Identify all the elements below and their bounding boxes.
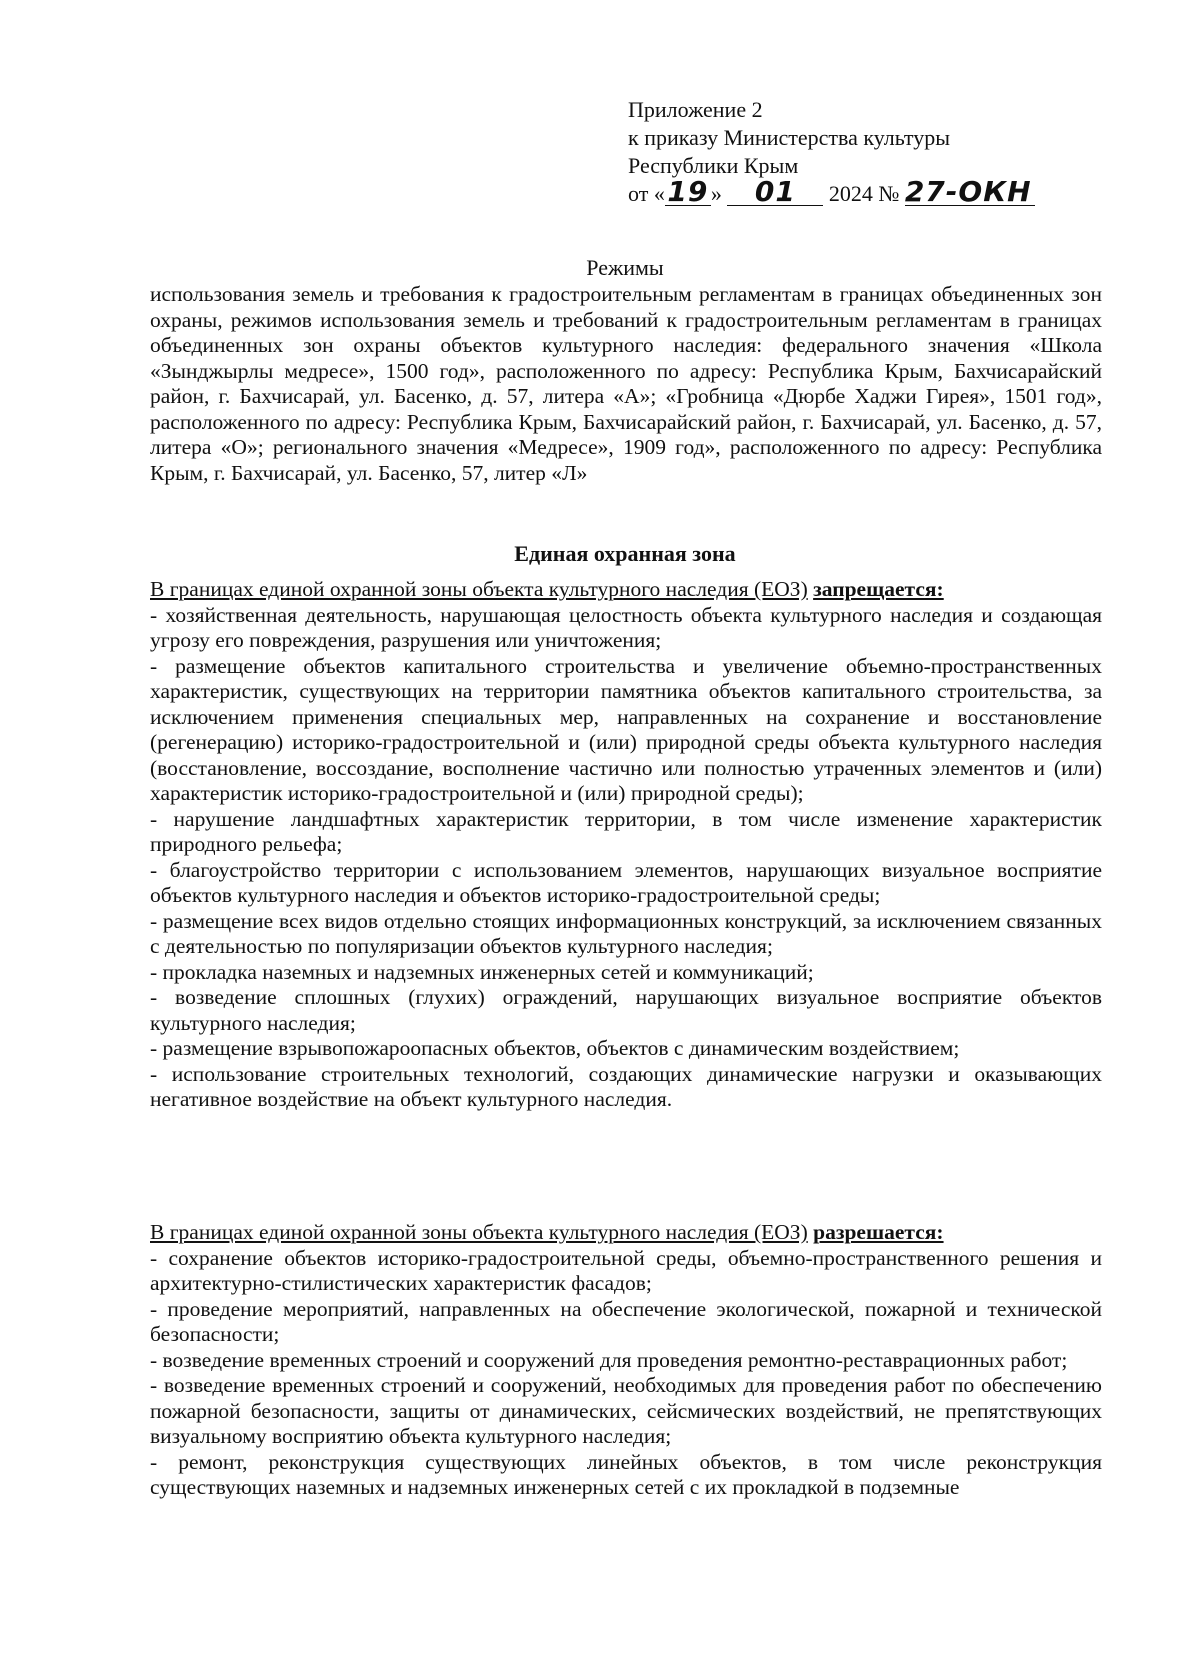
allowed-item: - возведение временных строений и сооружений, необходимых для проведения работ по обеспечению пожарной безопасности, защиты от динамических, сейсмических воздействий, не препятствующих визуальному восприятию объекта культурного наследия; — [150, 1373, 1102, 1448]
date-day: 19 — [667, 175, 709, 208]
allowed-section — [150, 1220, 1102, 1501]
prohibited-item: - прокладка наземных и надземных инженерных сетей и коммуникаций; — [150, 959, 814, 984]
date-month: 01 — [754, 175, 796, 208]
allowed-heading — [150, 1220, 1102, 1246]
date-prefix: от « — [628, 181, 665, 206]
date-day-field — [665, 175, 711, 208]
allowed-item: - возведение временных строений и сооружений для проведения ремонтно-реставрационных работ; — [150, 1347, 1068, 1372]
order-number: 27-ОКН — [904, 175, 1032, 208]
prohibited-item: - размещение взрывопожароопасных объектов, объектов с динамическим воздействием; — [150, 1036, 960, 1060]
date-month-field — [727, 175, 823, 208]
allowed-heading-text: В границах единой охранной зоны объекта культурного наследия (ЕОЗ) — [150, 1220, 808, 1244]
order-number-field — [904, 175, 1035, 208]
allowed-heading-bold: разрешается: — [813, 1220, 944, 1244]
prohibited-item: - размещение объектов капитального строительства и увеличение объемно-пространственных характеристик, существующих на территории памятника объектов капитального строительства, за исключением применения специальных мер, направленных на сохранение и восстановление (регенерацию) историко-градостроительной и (или) природной среды объекта культурного наследия (восстановление, воссоздание, восполнение частично или полностью утраченных элементов и (или) характеристик историко-градостроительной и (или) природной среды); — [150, 653, 1102, 805]
allowed-item: - сохранение объектов историко-градостроительной среды, объемно-пространственного решения и архитектурно-стилистических характеристик фасадов; — [150, 1245, 1102, 1295]
prohibited-heading — [150, 577, 1102, 603]
document-title: Режимы — [586, 255, 664, 280]
document-intro: использования земель и требования к градостроительным регламентам в границах объединенных зон охраны, режимов использования земель и требований к градостроительным регламентам в границах объединенных зон охраны объектов культурного наследия: федерального значения «Школа «Зынджырлы медресе», 1500 год», расположенного по адресу: Республика Крым, Бахчисарайский район, г. Бахчисарай, ул. Басенко, д. 57, литера «А»; «Гробница «Дюрбе Хаджи Гирея», 1501 год», расположенного по адресу: Республика Крым, Бахчисарайский район, г. Бахчисарай, ул. Басенко, д. 57, литера «О»; регионального значения «Медресе», 1909 год», расположенного по адресу: Республика Крым, г. Бахчисарай, ул. Басенко, 57, литер «Л» — [150, 282, 1102, 485]
appendix-block — [628, 96, 1035, 208]
appendix-line-1: Приложение 2 — [628, 97, 763, 122]
appendix-line-3: Республики Крым — [628, 153, 799, 178]
prohibited-section — [150, 577, 1102, 1113]
prohibited-heading-text: В границах единой охранной зоны объекта культурного наследия (ЕОЗ) — [150, 577, 808, 601]
prohibited-heading-bold: запрещается: — [813, 577, 944, 601]
appendix-date-line — [628, 175, 1035, 208]
prohibited-item: - хозяйственная деятельность, нарушающая целостность объекта культурного наследия и создающая угрозу его повреждения, разрушения или уничтожения; — [150, 602, 1102, 652]
appendix-line-2: к приказу Министерства культуры — [628, 125, 951, 150]
section-title: Единая охранная зона — [514, 541, 736, 566]
prohibited-item: - благоустройство территории с использованием элементов, нарушающих визуальное восприятие объектов культурного наследия и объектов историко-градостроительной среды; — [150, 857, 1102, 907]
prohibited-item: - размещение всех видов отдельно стоящих информационных конструкций, за исключением связанных с деятельностью по популяризации объектов культурного наследия; — [150, 908, 1102, 958]
prohibited-item: - нарушение ландшафтных характеристик территории, в том числе изменение характеристик природного рельефа; — [150, 806, 1102, 856]
allowed-item: - ремонт, реконструкция существующих линейных объектов, в том числе реконструкция существующих наземных и надземных инженерных сетей с их прокладкой в подземные — [150, 1449, 1102, 1499]
prohibited-item: - возведение сплошных (глухих) ограждений, нарушающих визуальное восприятие объектов культурного наследия; — [150, 985, 1102, 1035]
date-year: 2024 № — [828, 181, 900, 206]
allowed-item: - проведение мероприятий, направленных на обеспечение экологической, пожарной и технической безопасности; — [150, 1296, 1102, 1346]
prohibited-item: - использование строительных технологий, создающих динамические нагрузки и оказывающих негативное воздействие на объект культурного наследия. — [150, 1061, 1102, 1111]
date-mid: » — [710, 181, 722, 206]
